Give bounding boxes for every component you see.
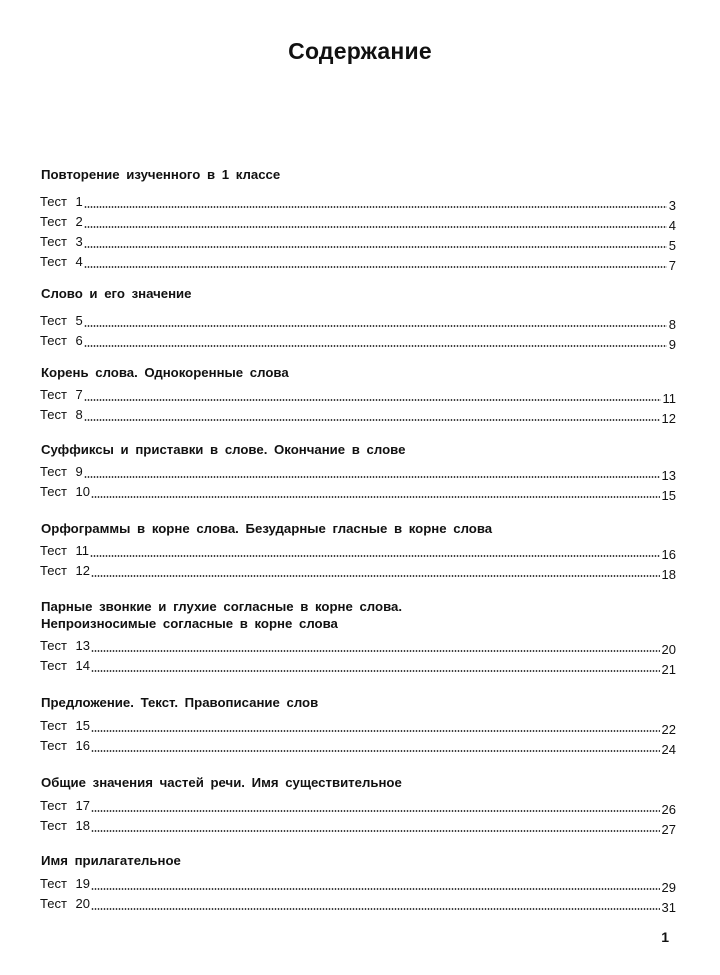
toc-entry-label: Тест 19	[40, 876, 90, 891]
dot-leader	[91, 750, 660, 752]
toc-entry-label: Тест 5	[40, 313, 83, 328]
toc-entry-label: Тест 17	[40, 798, 90, 813]
toc-entry-label: Тест 20	[40, 896, 90, 911]
toc-entry-page: 20	[661, 642, 676, 657]
dot-leader	[91, 496, 660, 498]
toc-entry-page: 27	[661, 822, 676, 837]
section-title	[41, 694, 681, 711]
dot-leader	[91, 908, 660, 910]
toc-entry	[40, 814, 676, 837]
section-title-line: Слово и его значение	[41, 286, 192, 301]
toc-entry	[40, 309, 676, 332]
dot-leader	[91, 670, 660, 672]
toc-entry-page: 15	[661, 488, 676, 503]
section-title	[41, 441, 681, 458]
toc-entry-page: 22	[661, 722, 676, 737]
toc-entry-page: 7	[668, 258, 676, 273]
toc-entry-label: Тест 7	[40, 387, 83, 402]
toc-entry	[40, 654, 676, 677]
toc-entry-label: Тест 12	[40, 563, 90, 578]
toc-entry-label: Тест 11	[40, 543, 90, 558]
page-title: Содержание	[288, 38, 432, 64]
section-title	[41, 285, 681, 302]
dot-leader	[91, 810, 660, 812]
toc-entry-label: Тест 18	[40, 818, 90, 833]
section-title-line: Непроизносимые согласные в корне слова	[41, 616, 338, 631]
section-title	[41, 166, 681, 183]
section-title-line: Имя прилагательное	[41, 853, 181, 868]
toc-entry-page: 5	[668, 238, 676, 253]
toc-entry-label: Тест 1	[40, 194, 83, 209]
toc-entry-page: 21	[661, 662, 676, 677]
toc-entry	[40, 539, 676, 562]
dot-leader	[84, 266, 667, 268]
toc-entry-label: Тест 3	[40, 234, 83, 249]
toc-entry-page: 24	[661, 742, 676, 757]
dot-leader	[84, 399, 661, 401]
page-number: 1	[661, 929, 669, 945]
toc-entry-label: Тест 9	[40, 464, 83, 479]
toc-entry	[40, 460, 676, 483]
toc-entry-page: 4	[668, 218, 676, 233]
toc-entry	[40, 210, 676, 233]
dot-leader	[84, 206, 667, 208]
toc-entry-page: 26	[661, 802, 676, 817]
dot-leader	[91, 830, 660, 832]
toc-entry-page: 3	[668, 198, 676, 213]
toc-entry-label: Тест 10	[40, 484, 90, 499]
toc-entry-page: 8	[668, 317, 676, 332]
toc-entry-page: 11	[662, 391, 676, 406]
toc-entry	[40, 634, 676, 657]
dot-leader	[84, 345, 667, 347]
toc-entry-page: 13	[661, 468, 676, 483]
toc-entry	[40, 559, 676, 582]
section-title-line: Парные звонкие и глухие согласные в корне слова.	[41, 599, 403, 614]
toc-entry-page: 18	[661, 567, 676, 582]
toc-entry-label: Тест 14	[40, 658, 90, 673]
dot-leader	[84, 476, 660, 478]
toc-entry	[40, 383, 676, 406]
toc-entry-page: 12	[661, 411, 676, 426]
dot-leader	[91, 888, 660, 890]
toc-entry	[40, 714, 676, 737]
dot-leader	[84, 419, 660, 421]
toc-entry-label: Тест 6	[40, 333, 83, 348]
section-title-line: Повторение изученного в 1 классе	[41, 167, 281, 182]
toc-entry-page: 16	[661, 547, 676, 562]
toc-entry-label: Тест 13	[40, 638, 90, 653]
toc-entry	[40, 250, 676, 273]
toc-entry-label: Тест 15	[40, 718, 90, 733]
dot-leader	[90, 555, 660, 557]
toc-entry-label: Тест 16	[40, 738, 90, 753]
section-title-line: Суффиксы и приставки в слове. Окончание в слове	[41, 442, 406, 457]
toc-entry	[40, 892, 676, 915]
section-title	[41, 598, 681, 632]
dot-leader	[91, 575, 660, 577]
toc-entry	[40, 403, 676, 426]
toc-entry	[40, 329, 676, 352]
dot-leader	[91, 730, 660, 732]
toc-entry-label: Тест 8	[40, 407, 83, 422]
toc-entry-label: Тест 4	[40, 254, 83, 269]
dot-leader	[84, 325, 667, 327]
toc-entry	[40, 794, 676, 817]
toc-entry	[40, 734, 676, 757]
section-title-line: Общие значения частей речи. Имя существительное	[41, 775, 402, 790]
section-title-line: Орфограммы в корне слова. Безударные гласные в корне слова	[41, 521, 493, 536]
section-title-line: Корень слова. Однокоренные слова	[41, 365, 289, 380]
section-title	[41, 364, 681, 381]
toc-entry	[40, 480, 676, 503]
toc-entry-page: 31	[661, 900, 676, 915]
toc-entry-page: 9	[668, 337, 676, 352]
section-title-line: Предложение. Текст. Правописание слов	[41, 695, 319, 710]
toc-entry	[40, 872, 676, 895]
toc-entry	[40, 230, 676, 253]
section-title	[41, 774, 681, 791]
dot-leader	[91, 650, 660, 652]
section-title	[41, 852, 681, 869]
toc-entry-page: 29	[661, 880, 676, 895]
dot-leader	[84, 246, 667, 248]
section-title	[41, 520, 681, 537]
dot-leader	[84, 226, 667, 228]
toc-entry	[40, 190, 676, 213]
toc-entry-label: Тест 2	[40, 214, 83, 229]
